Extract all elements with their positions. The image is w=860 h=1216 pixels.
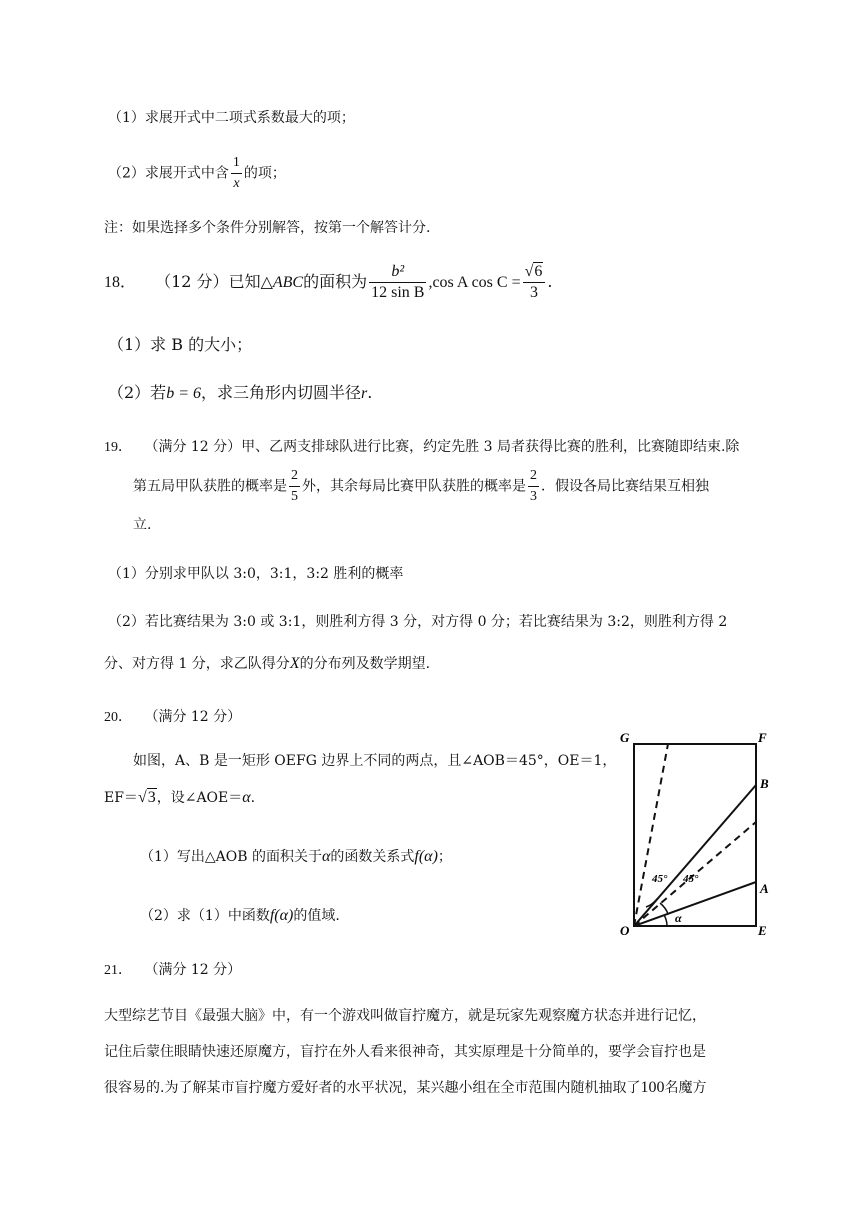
frac-den: 12 sin B — [371, 284, 425, 301]
q19-line3: 立. — [133, 517, 152, 533]
q21-header — [104, 960, 241, 981]
q20-item1-mid: 的函数关系式 — [330, 849, 415, 865]
q20-item1-func: f(α) — [414, 848, 438, 865]
sqrt-radicand: 6 — [534, 263, 543, 280]
q19-line2-post: ．假设各局比赛结果互相独 — [541, 478, 709, 495]
sqrt-radicand: 3 — [147, 789, 156, 806]
frac-den: x — [233, 176, 240, 191]
q19-line2-pre: 第五局甲队获胜的概率是 — [133, 478, 287, 495]
sqrt-symbol: √3 — [137, 789, 156, 806]
q21-number: 21． — [104, 963, 132, 978]
q21-line3-post: 名魔方 — [664, 1080, 707, 1096]
label-a: A — [760, 881, 769, 896]
q20-item1 — [140, 847, 452, 867]
q21-line2: 记住后蒙住眼睛快速还原魔方，盲拧在外人看来很神奇，其实原理是十分简单的，要学会盲拧也是 — [104, 1044, 706, 1060]
q19-item2-line2-post: 的分布列及数学期望. — [299, 656, 431, 672]
q20-item1-end: ； — [437, 849, 452, 865]
frac-num: 1 — [231, 153, 242, 174]
q18-item2-var: r — [361, 385, 368, 402]
frac-den: 5 — [291, 489, 298, 504]
q18-stem — [104, 262, 552, 306]
q20-score: （满分 12 分） — [144, 709, 242, 725]
q20-stem2-mid: ，设∠AOE＝ — [156, 790, 243, 806]
label-angle-45-right: 45° — [683, 873, 699, 885]
q21-score: （满分 12 分） — [144, 962, 242, 978]
q18-number: 18． — [104, 274, 137, 291]
q19-p5-fraction — [289, 466, 300, 507]
q20-number: 20． — [104, 710, 132, 725]
q21-line3-pre: 很容易的.为了解某市盲拧魔方爱好者的水平状况，某兴趣小组在全市范围内随机抽取了 — [104, 1080, 641, 1096]
q20-item2 — [140, 906, 340, 926]
label-e: E — [758, 923, 767, 938]
q19-item2-line1: （2）若比赛结果为 3:0 或 3:1，则胜利方得 3 分，对方得 0 分；若比赛结果为 3:2，则胜利方得 2 — [108, 614, 728, 630]
q20-stem2-end: . — [250, 790, 256, 806]
angle-arc-alpha — [664, 915, 667, 926]
q20-alpha: α — [242, 789, 251, 806]
q19-item2-line2-pre: 分、对方得 1 分，求乙队得分 — [104, 656, 290, 672]
q18-item2 — [108, 383, 372, 404]
q18-item1: （1）求 B 的大小； — [108, 335, 253, 354]
q17-item2-post: 的项； — [243, 165, 286, 182]
q19-item2-var: X — [289, 655, 300, 672]
q18-stem-mid: 的面积为 — [303, 272, 368, 291]
q20-stem1: 如图，A、B 是一矩形 OEFG 边界上不同的两点，且∠AOB＝45°，OE＝1， — [133, 753, 617, 769]
frac-num: 2 — [289, 466, 300, 487]
q18-item2-mid: ，求三角形内切圆半径 — [200, 383, 361, 402]
q20-stem2 — [104, 788, 255, 808]
q19-line2-mid: 外，其余每局比赛甲队获胜的概率是 — [302, 478, 526, 495]
q20-item2-pre: （2）求（1）中函数 — [140, 908, 270, 924]
q17-note: 注：如果选择多个条件分别解答，按第一个解答计分. — [104, 220, 431, 236]
sqrt-symbol: √6 — [524, 263, 543, 280]
label-o: O — [620, 923, 630, 938]
q19-line1-text: （满分 12 分）甲、乙两支排球队进行比赛，约定先胜 3 局者获得比赛的胜利，比赛随即结束.除 — [144, 439, 740, 455]
q20-stem2-pre: EF＝ — [104, 790, 138, 806]
q19-item1: （1）分别求甲队以 3:0，3:1，3:2 胜利的概率 — [108, 566, 404, 582]
q18-triangle: ABC — [272, 274, 304, 291]
frac-den: 3 — [529, 284, 538, 301]
label-g: G — [620, 730, 630, 745]
q18-score: （12 分） — [155, 272, 229, 291]
q18-area-fraction — [369, 262, 426, 303]
rectangle-figure — [612, 725, 782, 940]
q19-number: 19． — [104, 440, 132, 455]
label-b: B — [760, 776, 769, 791]
frac-den: 3 — [530, 489, 537, 504]
q17-item2-pre: （2）求展开式中含 — [108, 165, 229, 182]
angle-arc-45-right — [660, 903, 668, 914]
q18-end: . — [547, 272, 553, 291]
frac-num: b² — [369, 262, 426, 283]
q20-header — [104, 707, 241, 728]
q18-cos-fraction — [523, 262, 546, 303]
q20-alpha: α — [322, 848, 331, 865]
q19-line2 — [133, 466, 709, 510]
frac-num: 2 — [528, 466, 539, 487]
q18-cos-expr: ,cos A cos C = — [428, 274, 521, 291]
q21-line1: 大型综艺节目《最强大脑》中，有一个游戏叫做盲拧魔方，就是玩家先观察魔方状态并进行记忆， — [104, 1008, 706, 1024]
q19-line1 — [104, 437, 739, 458]
q21-line3-num: 100 — [640, 1079, 665, 1096]
q18-item2-end: . — [367, 383, 373, 402]
q21-line3 — [104, 1078, 706, 1098]
frac-num — [523, 262, 546, 283]
dashed-line-left — [634, 744, 668, 926]
q18-item2-eq: b = 6 — [166, 385, 201, 402]
rectangle-oefg — [634, 744, 756, 926]
q19-item2-line2 — [104, 654, 430, 674]
q20-item2-end: 的值域. — [293, 908, 340, 924]
q17-item1: （1）求展开式中二项式系数最大的项； — [108, 110, 355, 126]
q19-p-fraction — [528, 466, 539, 507]
label-angle-45-left: 45° — [652, 873, 668, 885]
label-alpha: α — [675, 911, 682, 925]
label-f: F — [758, 730, 767, 745]
q17-item2 — [108, 153, 286, 197]
q18-stem-pre: 已知△ — [228, 272, 273, 291]
q17-item2-fraction — [231, 153, 242, 194]
q20-item2-func: f(α) — [269, 907, 294, 924]
q18-item2-pre: （2）若 — [108, 383, 167, 402]
q20-item1-pre: （1）写出△AOB 的面积关于 — [140, 849, 322, 865]
